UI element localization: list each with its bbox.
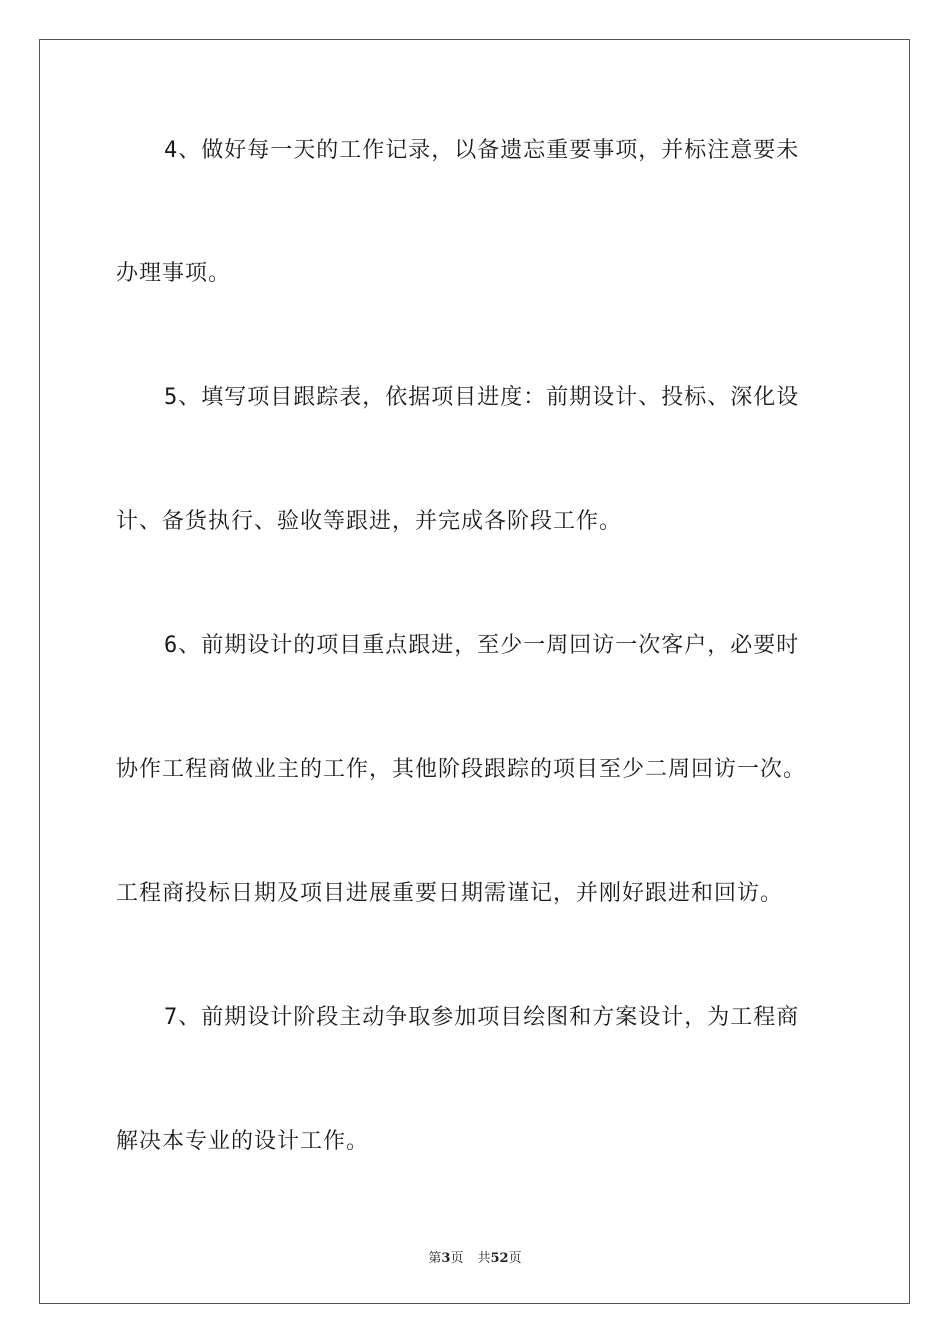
paragraph-6-line-1: 6、前期设计的项目重点跟进，至少一周回访一次客户，必要时 — [164, 633, 800, 658]
paragraph-4-line-2: 办理事项。 — [116, 261, 232, 286]
page-prefix: 第 — [428, 1251, 442, 1266]
page-suffix: 页 — [450, 1251, 464, 1266]
paragraph-5-line-1: 5、填写项目跟踪表，依据项目进度：前期设计、投标、深化设 — [164, 385, 800, 410]
paragraph-7-line-1: 7、前期设计阶段主动争取参加项目绘图和方案设计，为工程商 — [164, 1005, 800, 1030]
paragraph-6-line-2: 协作工程商做业主的工作，其他阶段跟踪的项目至少二周回访一次。 — [116, 757, 807, 782]
total-suffix: 页 — [508, 1251, 522, 1266]
paragraph-6-line-3: 工程商投标日期及项目进展重要日期需谨记，并刚好跟进和回访。 — [116, 881, 784, 906]
total-prefix: 共 — [477, 1251, 491, 1266]
paragraph-7-line-2: 解决本专业的设计工作。 — [116, 1129, 370, 1154]
page-border — [39, 39, 910, 1304]
page-footer — [0, 1247, 950, 1266]
page-number: 3 — [441, 1251, 451, 1266]
total-pages: 52 — [490, 1251, 509, 1266]
paragraph-4-line-1: 4、做好每一天的工作记录，以备遗忘重要事项，并标注意要未 — [164, 138, 800, 163]
paragraph-5-line-2: 计、备货执行、验收等跟进，并完成各阶段工作。 — [116, 509, 623, 534]
